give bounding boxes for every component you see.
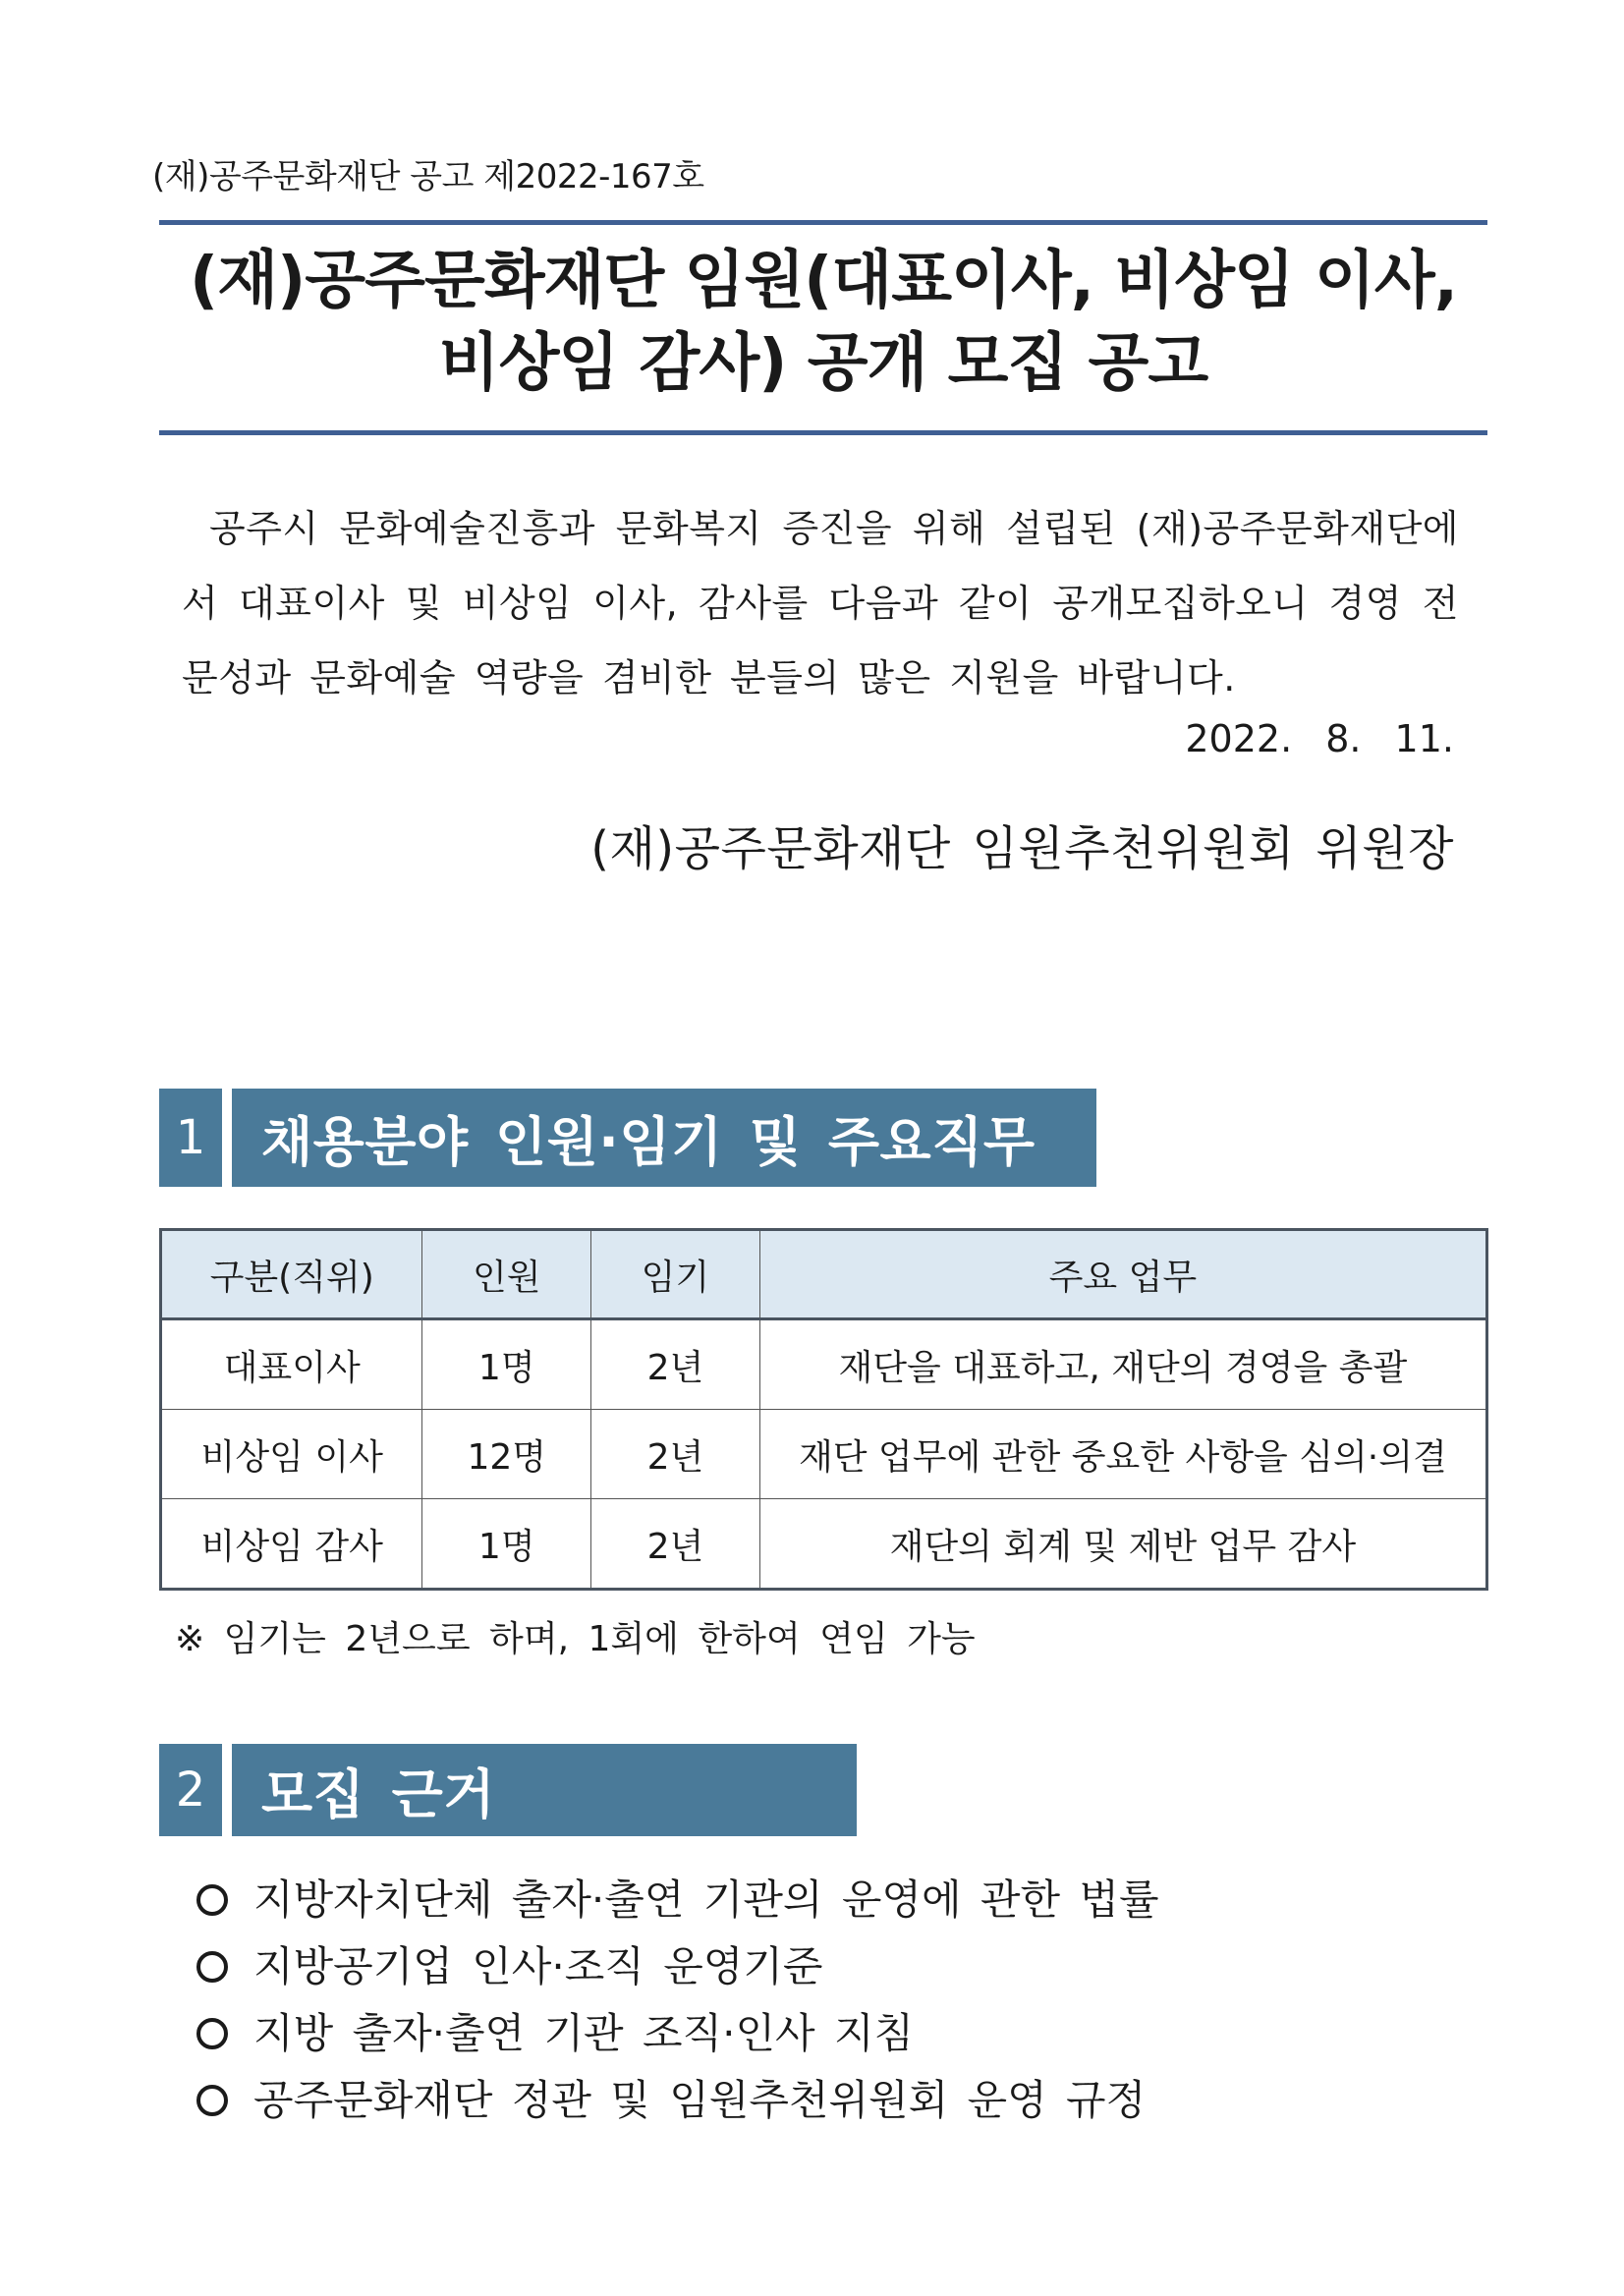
title-line-1: (재)공주문화재단 임원(대표이사, 비상임 이사, (189, 245, 1458, 317)
list-item-text: 공주문화재단 정관 및 임원추천위원회 운영 규정 (253, 2076, 1147, 2124)
title-rule-top (159, 220, 1487, 225)
table-cell: 재단을 대표하고, 재단의 경영을 총괄 (759, 1319, 1486, 1410)
section-1-number: 1 (159, 1089, 222, 1187)
page-title (159, 240, 1487, 405)
table-header-row (161, 1230, 1487, 1319)
notice-date: 2022. 8. 11. (1185, 717, 1454, 760)
open-circle-bullet-icon (196, 1884, 228, 1916)
signer: (재)공주문화재단 임원추천위원회 위원장 (590, 821, 1454, 876)
list-item (196, 2000, 1159, 2067)
list-item (196, 2067, 1159, 2134)
open-circle-bullet-icon (196, 2018, 228, 2049)
table-row (161, 1410, 1487, 1499)
open-circle-bullet-icon (196, 1951, 228, 1983)
section-1-title: 채용분야 인원·임기 및 주요직무 (232, 1089, 1096, 1187)
table-cell: 재단 업무에 관한 중요한 사항을 심의·의결 (759, 1410, 1486, 1499)
section-2-title: 모집 근거 (232, 1744, 857, 1836)
table-header-cell: 구분(직위) (161, 1230, 422, 1319)
table-header-cell: 임기 (591, 1230, 760, 1319)
section-2-header (159, 1744, 857, 1836)
table-header-cell: 인원 (422, 1230, 591, 1319)
table-row (161, 1319, 1487, 1410)
table-cell: 1명 (422, 1499, 591, 1590)
table-header-cell: 주요 업무 (759, 1230, 1486, 1319)
table-cell: 2년 (591, 1319, 760, 1410)
intro-paragraph: 공주시 문화예술진흥과 문화복지 증진을 위해 설립된 (재)공주문화재단에서 대표이사 및 비상임 이사, 감사를 다음과 같이 공개모집하오니 경영 전문성과 문화예술 역량을 겸비한 분들의 많은 지원을 바랍니다. (182, 507, 1459, 700)
list-item-text: 지방자치단체 출자·출연 기관의 운영에 관한 법률 (253, 1876, 1159, 1924)
notice-number: (재)공주문화재단 공고 제2022-167호 (152, 157, 704, 196)
list-item (196, 1867, 1159, 1933)
table-cell: 대표이사 (161, 1319, 422, 1410)
list-item-text: 지방공기업 인사·조직 운영기준 (253, 1942, 823, 1990)
table-cell: 12명 (422, 1410, 591, 1499)
table-cell: 비상임 이사 (161, 1410, 422, 1499)
table-cell: 비상임 감사 (161, 1499, 422, 1590)
table-cell: 1명 (422, 1319, 591, 1410)
title-line-2: 비상임 감사) 공개 모집 공고 (438, 327, 1208, 400)
table-cell: 2년 (591, 1410, 760, 1499)
table-row (161, 1499, 1487, 1590)
open-circle-bullet-icon (196, 2085, 228, 2116)
list-item (196, 1933, 1159, 2000)
positions-table (159, 1228, 1488, 1591)
table-cell: 재단의 회계 및 제반 업무 감사 (759, 1499, 1486, 1590)
list-item-text: 지방 출자·출연 기관 조직·인사 지침 (253, 2009, 915, 2057)
term-note: ※ 임기는 2년으로 하며, 1회에 한하여 연임 가능 (175, 1619, 976, 1659)
basis-list (196, 1867, 1159, 2134)
title-rule-bottom (159, 430, 1487, 435)
section-2-number: 2 (159, 1744, 222, 1836)
section-1-header (159, 1089, 1096, 1187)
table-cell: 2년 (591, 1499, 760, 1590)
